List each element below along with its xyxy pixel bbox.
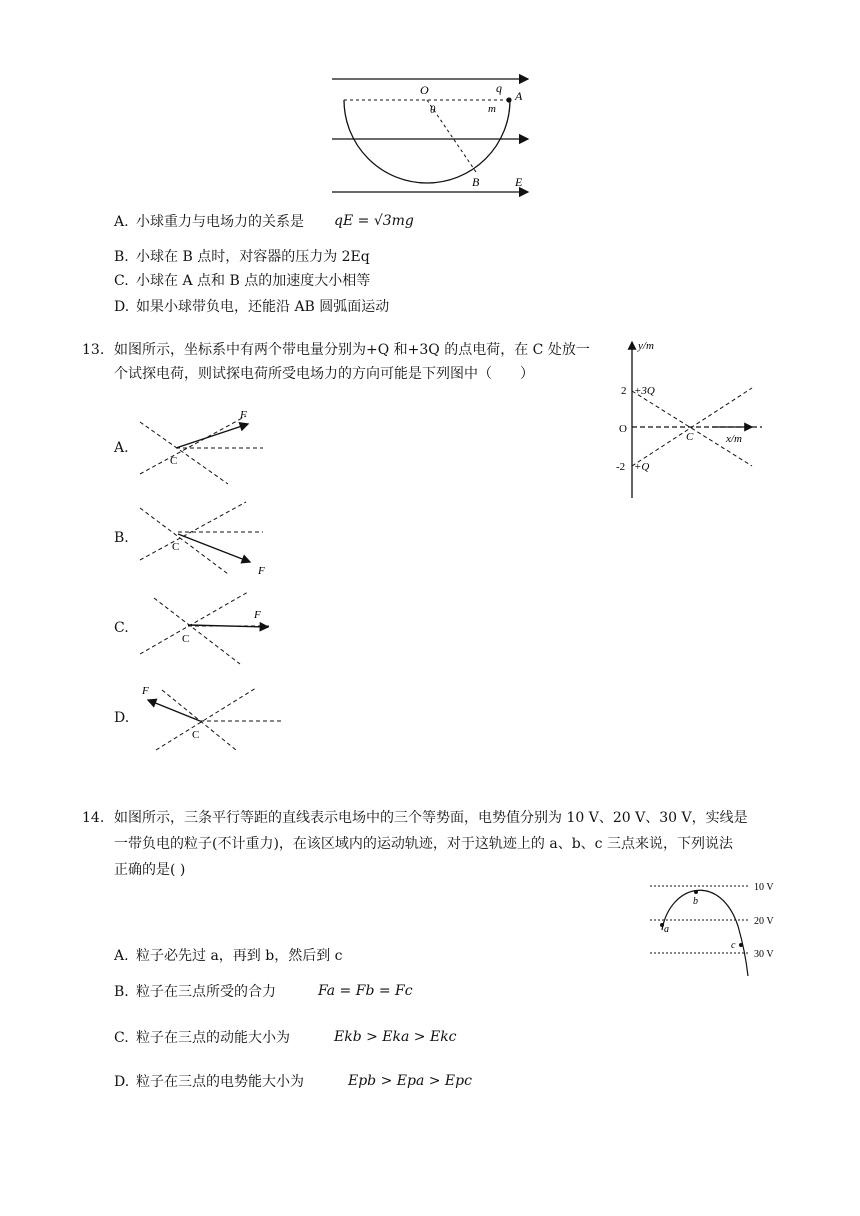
charge-top-label: +3Q [634,385,655,397]
q13-option-a-letter: A. [114,440,129,456]
q13-option-d-figure [138,680,288,756]
label-theta: θ [430,104,436,116]
q14-stem-line2: 一带负电的粒子(不计重力)，在该区域内的运动轨迹，对于这轨迹上的 a、b、c 三点来说，下列说法 [114,836,733,852]
label-O: O [420,83,429,97]
option-letter: A. [114,948,129,964]
q13-option-c-letter: C. [114,620,129,636]
label-E: E [515,175,523,189]
label-c: c [731,940,736,951]
option-text: 粒子在三点所受的合力 [136,984,276,1000]
option-text: 小球在 A 点和 B 点的加速度大小相等 [136,273,371,289]
option-letter: B. [114,984,129,1000]
q14-option-c [114,1028,290,1048]
q13-stem-line2: 个试探电荷，则试探电荷所受电场力的方向可能是下列图中（ ） [114,366,534,382]
option-letter: D. [114,299,130,315]
force-arrow [176,424,248,448]
q13-stem-line1: 如图所示，坐标系中有两个带电量分别为+Q 和+3Q 的点电荷，在 C 处放一 [114,342,590,358]
q12-option-a-formula: qE = √3mg [334,213,414,229]
q14-option-c-formula: Ekb > Eka > Ekc [334,1029,457,1045]
force-arrow [148,700,200,721]
option-letter: A. [114,214,129,230]
particle-trajectory [662,890,748,976]
label-20v: 20 V [754,916,774,927]
q14-option-b-formula: Fa = Fb = Fc [318,983,413,999]
point-c-label: C [192,729,200,741]
point-b [694,890,698,894]
q14-option-b [114,982,276,1002]
option-text: 粒子在三点的动能大小为 [136,1030,290,1046]
q12-option-c [114,271,370,291]
q13-option-a-figure [138,404,268,490]
label-A: A [515,89,523,103]
label-30v: 30 V [754,949,774,960]
y-tick-2: 2 [621,385,627,397]
q14-stem-line1: 如图所示，三条平行等距的直线表示电场中的三个等势面，电势值分别为 10 V、20 V、30 V，实线是 [114,810,748,826]
q14-option-d [114,1072,304,1092]
option-text: 小球重力与电场力的关系是 [136,214,304,230]
force-arrow [188,625,268,627]
point-c-label: C [170,455,178,467]
force-label: F [258,565,265,577]
q13-option-b-letter: B. [114,530,129,546]
ball-a [506,97,511,102]
q14-stem-line3: 正确的是( ) [114,862,186,878]
option-letter: C. [114,273,129,289]
force-label: F [240,409,247,421]
option-text: 粒子在三点的电势能大小为 [136,1074,304,1090]
force-arrow [178,534,250,562]
q13-option-d-letter: D. [114,710,130,726]
x-axis-label: x/m [726,433,742,445]
force-label: F [142,685,149,697]
q14-figure [648,876,786,980]
option-letter: B. [114,249,129,265]
origin-label: O [619,423,627,435]
y-axis-label: y/m [638,340,654,352]
option-letter: D. [114,1074,130,1090]
point-c-label: C [686,431,694,443]
option-text: 粒子必先过 a，再到 b，然后到 c [136,948,343,964]
q12-figure [330,68,535,198]
label-10v: 10 V [754,882,774,893]
y-tick-neg2: -2 [616,461,626,473]
point-c-label: C [182,633,190,645]
q13-number: 13. [82,342,105,358]
option-text: 小球在 B 点时，对容器的压力为 2Eq [136,249,370,265]
q13-figure [612,336,767,502]
label-q: q [496,81,502,95]
label-B: B [472,175,480,189]
q12-option-d [114,297,389,317]
q13-option-c-figure [138,584,278,670]
q14-option-d-formula: Epb > Epa > Epc [348,1073,472,1089]
q12-option-a [114,212,304,232]
charge-bottom-label: +Q [634,461,650,473]
label-m: m [488,103,496,115]
label-b: b [693,896,698,907]
point-c-label: C [172,541,180,553]
option-letter: C. [114,1030,129,1046]
semicircle-container [344,100,510,183]
q12-option-b [114,247,370,267]
point-c [739,943,743,947]
force-label: F [254,609,261,621]
q14-number: 14. [82,810,105,826]
option-text: 如果小球带负电，还能沿 AB 圆弧面运动 [136,299,390,315]
q14-option-a [114,946,343,966]
q13-option-b-figure [138,494,268,580]
label-a: a [664,924,669,935]
